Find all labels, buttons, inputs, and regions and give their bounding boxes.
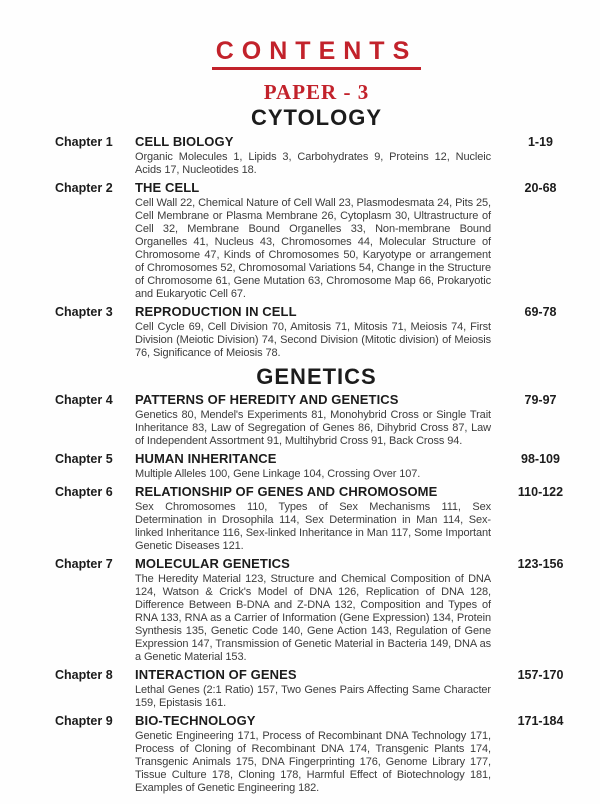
chapter-pages: 157-170	[517, 668, 564, 683]
chapter-title: HUMAN INHERITANCE	[135, 451, 277, 467]
chapter-title: PATTERNS OF HEREDITY AND GENETICS	[135, 392, 399, 408]
toc-entry-chapter-9	[55, 714, 578, 795]
chapter-description: Genetics 80, Mendel's Experiments 81, Monohybrid Cross or Single Trait Inheritance 83, Law of Segregation of Genes 86, Dihybrid Cross 87, Law of Independent Assortment 91, Multihybrid Cross 91, Back Cross 94.	[135, 409, 491, 448]
chapter-description: Genetic Engineering 171, Process of Recombinant DNA Technology 171, Process of Cloning of Recombinant DNA 174, Transgenic Plants 174, Transgenic Animals 175, DNA Fingerprinting 176, Genome Library 177, Tissue Culture 178, Cloning 178, Harmful Effect of Biotechnology 181, Examples of Genetic Engineering 182.	[135, 730, 491, 795]
chapter-description: Multiple Alleles 100, Gene Linkage 104, Crossing Over 107.	[135, 468, 421, 481]
chapter-title: THE CELL	[135, 180, 200, 196]
chapter-pages: 1-19	[527, 135, 554, 150]
chapter-title: BIO-TECHNOLOGY	[135, 713, 256, 729]
paper-title: PAPER - 3	[263, 80, 370, 105]
toc-entry-chapter-7	[55, 557, 578, 664]
chapter-title: MOLECULAR GENETICS	[135, 556, 290, 572]
chapter-pages: 171-184	[517, 714, 564, 729]
chapter-description: Organic Molecules 1, Lipids 3, Carbohydrates 9, Proteins 12, Nucleic Acids 17, Nucleotides 18.	[135, 151, 491, 177]
chapter-description: The Heredity Material 123, Structure and Chemical Composition of DNA 124, Watson & Crick's Model of DNA 126, Replication of DNA 128, Difference Between B-DNA and Z-DNA 132, Composition and Types of RNA 133, RNA as a Carrier of Information (Gene Expression) 134, Protein Synthesis 135, Genetic Code 140, Gene Action 143, Regulation of Gene Expression 147, Transmission of Genetic Material in Bacteria 149, DNA as a Genetic Material 153.	[135, 573, 491, 664]
chapter-description: Cell Cycle 69, Cell Division 70, Amitosis 71, Mitosis 71, Meiosis 74, First Division (Meiotic Division) 74, Second Division (Mitotic division) of Meiosis 76, Significance of Meiosis 78.	[135, 321, 491, 360]
section-heading-cytology: CYTOLOGY	[250, 105, 383, 131]
chapter-label: Chapter 7	[55, 557, 113, 572]
page-header	[55, 38, 578, 103]
chapter-title: CELL BIOLOGY	[135, 134, 234, 150]
chapter-pages: 110-122	[517, 485, 564, 500]
chapter-description: Cell Wall 22, Chemical Nature of Cell Wall 23, Plasmodesmata 24, Pits 25, Cell Membrane or Plasma Membrane 26, Cytoplasm 30, Ultrastructure of Cell 32, Membrane Bound Organelles 33, Non-membrane Bound Organelles 41, Nucleus 43, Chromosomes 44, Molecular Structure of Chromosome 47, Kinds of Chromosomes 50, Karyotype or arrangement of Chromosomes 52, Chromosomal Variations 54, Change in the Structure of Chromosome 61, Gene Mutation 63, Chromosome Map 66, Prokaryotic and Eukaryotic Cell 67.	[135, 197, 491, 301]
chapter-label: Chapter 5	[55, 452, 113, 467]
chapter-pages: 79-97	[524, 393, 557, 408]
chapter-pages: 98-109	[521, 452, 560, 467]
toc-entry-chapter-5	[55, 452, 578, 481]
section-genetics	[55, 365, 578, 795]
chapter-title: INTERACTION OF GENES	[135, 667, 297, 683]
toc-entry-chapter-4	[55, 393, 578, 448]
chapter-label: Chapter 4	[55, 393, 113, 408]
chapter-label: Chapter 8	[55, 668, 113, 683]
contents-title: CONTENTS	[212, 38, 422, 70]
chapter-label: Chapter 9	[55, 714, 113, 729]
toc-entry-chapter-6	[55, 485, 578, 553]
chapter-title: REPRODUCTION IN CELL	[135, 304, 297, 320]
toc-entry-chapter-8	[55, 668, 578, 710]
chapter-label: Chapter 3	[55, 305, 113, 320]
chapter-description: Sex Chromosomes 110, Types of Sex Mechanisms 111, Sex Determination in Drosophila 114, Sex Determination in Man 114, Sex-linked Inheritance 116, Sex-linked Inheritance in Man 117, Some Important Genetic Diseases 121.	[135, 501, 491, 553]
chapter-label: Chapter 2	[55, 181, 113, 196]
chapter-description: Lethal Genes (2:1 Ratio) 157, Two Genes Pairs Affecting Same Character 159, Epistasis 161.	[135, 684, 491, 710]
chapter-pages: 123-156	[517, 557, 564, 572]
toc-entry-chapter-3	[55, 305, 578, 360]
toc-entry-chapter-2	[55, 181, 578, 301]
chapter-label: Chapter 6	[55, 485, 113, 500]
section-cytology	[55, 106, 578, 360]
chapter-label: Chapter 1	[55, 135, 113, 150]
toc-entry-chapter-1	[55, 135, 578, 177]
section-heading-genetics: GENETICS	[256, 364, 377, 390]
chapter-pages: 69-78	[524, 305, 557, 320]
chapter-pages: 20-68	[524, 181, 557, 196]
chapter-title: RELATIONSHIP OF GENES AND CHROMOSOME	[135, 484, 438, 500]
